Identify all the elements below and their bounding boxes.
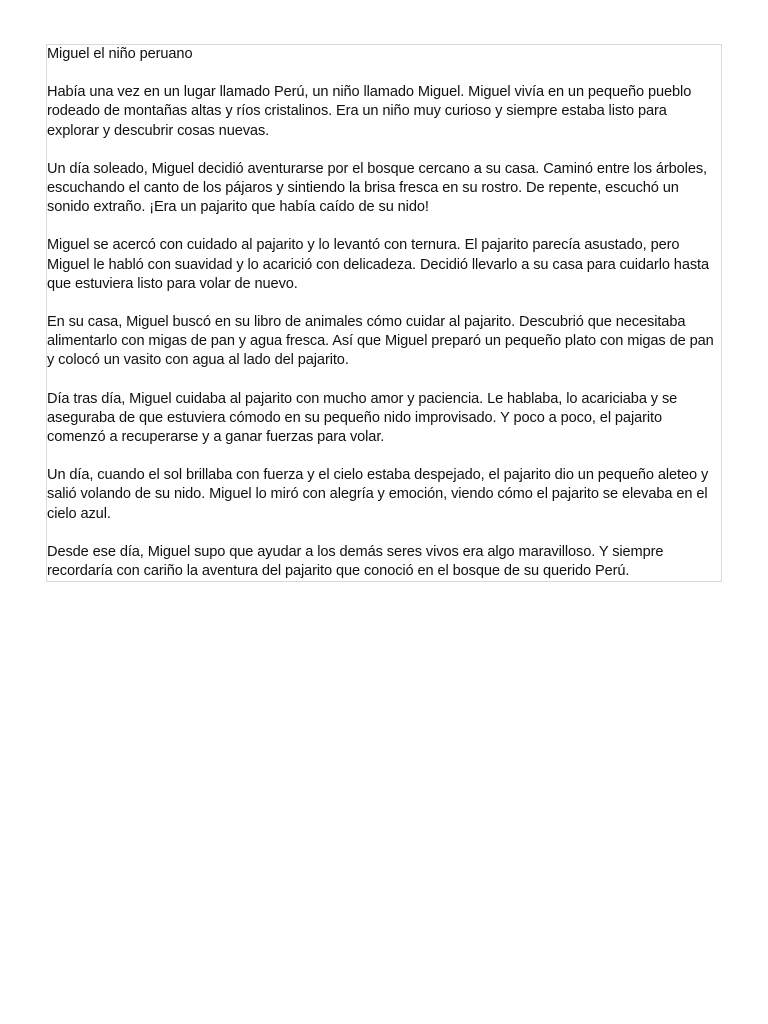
story-paragraph-3: Miguel se acercó con cuidado al pajarito y lo levantó con ternura. El pajarito parecía asustado, pero Miguel le habló con suavidad y lo acarició con delicadeza. Decidió llevarlo a su casa para cuidarlo hasta que estuviera listo para volar de nuevo.: [47, 237, 710, 292]
story-paragraph-4: En su casa, Miguel buscó en su libro de animales cómo cuidar al pajarito. Descubrió que necesitaba alimentarlo con migas de pan y agua fresca. Así que Miguel preparó un pequeño plato con migas de pan y colocó un vasito con agua al lado del pajarito.: [47, 314, 714, 369]
story-paragraph-7: Desde ese día, Miguel supo que ayudar a los demás seres vivos era algo maravilloso. Y siempre recordaría con cariño la aventura del pajarito que conoció en el bosque de su querido Perú.: [47, 543, 664, 580]
story-paragraph-1: Había una vez en un lugar llamado Perú, un niño llamado Miguel. Miguel vivía en un pequeño pueblo rodeado de montañas altas y ríos cristalinos. Era un niño muy curioso y siempre estaba listo para explorar y descubrir cosas nuevas.: [47, 84, 692, 139]
story-paragraph-5: Día tras día, Miguel cuidaba al pajarito con mucho amor y paciencia. Le hablaba, lo acariciaba y se aseguraba de que estuviera cómodo en su pequeño nido improvisado. Y poco a poco, el pajarito comenzó a recuperarse y a ganar fuerzas para volar.: [47, 390, 678, 446]
story-text-box: [46, 44, 722, 582]
story-title: Miguel el niño peruano: [47, 46, 193, 62]
story-paragraph-6: Un día, cuando el sol brillaba con fuerza y el cielo estaba despejado, el pajarito dio un pequeño aleteo y salió volando de su nido. Miguel lo miró con alegría y emoción, viendo cómo el pajarito se elevaba en el cielo azul.: [47, 467, 709, 522]
story-paragraph-2: Un día soleado, Miguel decidió aventurarse por el bosque cercano a su casa. Caminó entre los árboles, escuchando el canto de los pájaros y sintiendo la brisa fresca en su rostro. De repente, escuchó un sonido extraño. ¡Era un pajarito que había caído de su nido!: [47, 160, 707, 216]
